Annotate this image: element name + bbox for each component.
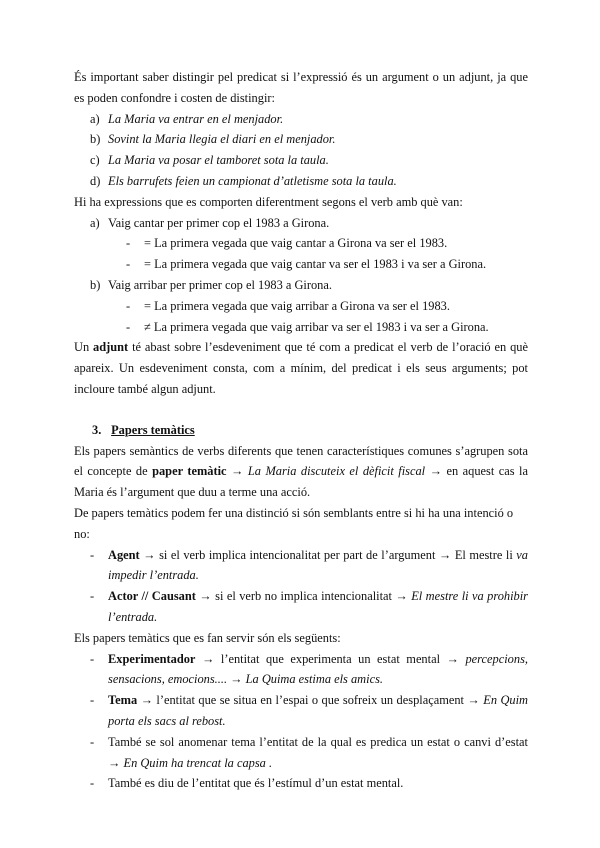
example-text: La Maria va posar el tamboret sota la taula. (108, 153, 329, 168)
adjunt-post: té abast sobre l’esdeveniment que té com a predicat el verb de l’oració en què apareix. Un esdeveniment consta, com a mínim, del predicat i els seus arguments; pot incloure també algun adjunt. (74, 340, 528, 396)
expressions-intro: Hi ha expressions que es comporten diferentment segons el verb amb què van: (74, 194, 463, 209)
example-label: c) (90, 153, 100, 168)
expression-sub-item (74, 254, 528, 275)
papers-def-term: paper temàtic (152, 464, 227, 479)
used-text (108, 773, 528, 794)
expression-sub-text: = La primera vegada que vaig cantar va ser el 1983 i va ser a Girona. (144, 257, 487, 272)
dash-bullet: - (126, 257, 131, 272)
distinction-example: va impedir l’entrada. (108, 547, 528, 583)
expression-sub-item (74, 296, 528, 317)
expression-text: Vaig cantar per primer cop el 1983 a Girona. (108, 215, 330, 230)
expression-text: Vaig arribar per primer cop el 1983 a Girona. (108, 277, 332, 292)
example-item (74, 129, 528, 150)
example-label: b) (90, 132, 101, 147)
example-text: La Maria va entrar en el menjador. (108, 111, 284, 126)
dash-bullet: - (126, 298, 131, 313)
used-description: També se sol anomenar tema l’entitat de la qual es predica un estat o canvi d’estat → (108, 734, 528, 770)
distinction-item (74, 545, 528, 587)
adjunt-paragraph (74, 337, 528, 399)
example-item (74, 109, 528, 130)
example-text: Els barrufets feien un campionat d’atletisme sota la taula. (108, 173, 397, 188)
expression-item (74, 213, 528, 234)
used-example: En Quim ha trencat la capsa . (123, 755, 273, 770)
adjunt-term: adjunt (93, 340, 129, 355)
dash-bullet: - (90, 734, 95, 749)
distinction-example: El mestre li va prohibir l’entrada. (108, 589, 528, 624)
used-item (74, 773, 528, 794)
papers-def-example: La Maria discuteix el dèficit fiscal (247, 464, 426, 479)
used-intro: Els papers temàtics que es fan servir són els següents: (74, 630, 341, 645)
distinction-list (74, 545, 528, 628)
adjunt-pre: Un (74, 340, 94, 355)
expression-item (74, 275, 528, 296)
dash-bullet: - (90, 547, 95, 562)
distinction-description: → si el verb implica intencionalitat per part de l’argument → El mestre li (139, 547, 517, 562)
distinction-term: Actor // Causant (108, 589, 196, 604)
used-description: → l’entitat que experimenta un estat mental → (195, 651, 466, 666)
used-example: En Quim porta els sacs al rebost. (108, 693, 528, 728)
example-label: d) (90, 173, 101, 188)
example-item (74, 150, 528, 171)
intro-paragraph: És important saber distingir pel predicat si l’expressió és un argument o un adjunt, ja que es poden confondre i costen de distingir: (74, 70, 528, 105)
distinction-text (108, 545, 528, 587)
papers-def-pre: Els papers semàntics de verbs diferents que tenen característiques comunes s’agrupen sota el concepte de (74, 443, 528, 479)
used-text (108, 690, 528, 732)
used-description: → l’entitat que se situa en l’espai o que sofreix un desplaçament → (137, 693, 484, 708)
expressions-list (74, 213, 528, 338)
example-text: Sovint la Maria llegia el diari en el menjador. (108, 132, 336, 147)
expression-label: b) (90, 277, 101, 292)
dash-bullet: - (90, 651, 95, 666)
document-body (74, 67, 528, 794)
examples-list (74, 109, 528, 192)
distinction-text (108, 586, 528, 628)
expression-sub-text: = La primera vegada que vaig arribar a Girona va ser el 1983. (144, 298, 450, 313)
expression-sub-text: = La primera vegada que vaig cantar a Girona va ser el 1983. (144, 236, 448, 251)
used-list (74, 649, 528, 795)
section-title: Papers temàtics (111, 422, 195, 437)
papers-def-post: → en aquest cas la Maria és l’argument que duu a terme una acció. (74, 464, 529, 500)
distinction-item (74, 586, 528, 628)
papers-definition (74, 441, 528, 503)
papers-def-arrow: → (226, 464, 248, 479)
used-text (108, 649, 528, 691)
dash-bullet: - (90, 693, 95, 708)
used-description: També es diu de l’entitat que és l’estímul d’un estat mental. (108, 776, 404, 791)
expression-sub-item (74, 233, 528, 254)
distinction-intro: De papers temàtics podem fer una distinció si són semblants entre si hi ha una intenció o no: (74, 505, 514, 541)
dash-bullet: - (126, 319, 131, 334)
expression-label: a) (90, 215, 100, 230)
distinction-description: → si el verb no implica intencionalitat → (195, 589, 412, 604)
used-term: Experimentador (108, 651, 196, 666)
dash-bullet: - (126, 236, 131, 251)
distinction-term: Agent (108, 547, 140, 562)
expression-sub-text: ≠ La primera vegada que vaig arribar va ser el 1983 i va ser a Girona. (144, 319, 489, 334)
dash-bullet: - (90, 589, 95, 604)
used-item (74, 690, 528, 732)
section-number: 3. (92, 422, 102, 437)
used-example: percepcions, sensacions, emocions.... → La Quima estima els amics. (108, 651, 528, 687)
section-heading (74, 420, 528, 441)
used-term: Tema (108, 693, 138, 708)
used-text (108, 732, 528, 774)
dash-bullet: - (90, 776, 95, 791)
used-item (74, 732, 528, 774)
example-item (74, 171, 528, 192)
expression-sub-item (74, 317, 528, 338)
used-item (74, 649, 528, 691)
example-label: a) (90, 111, 100, 126)
